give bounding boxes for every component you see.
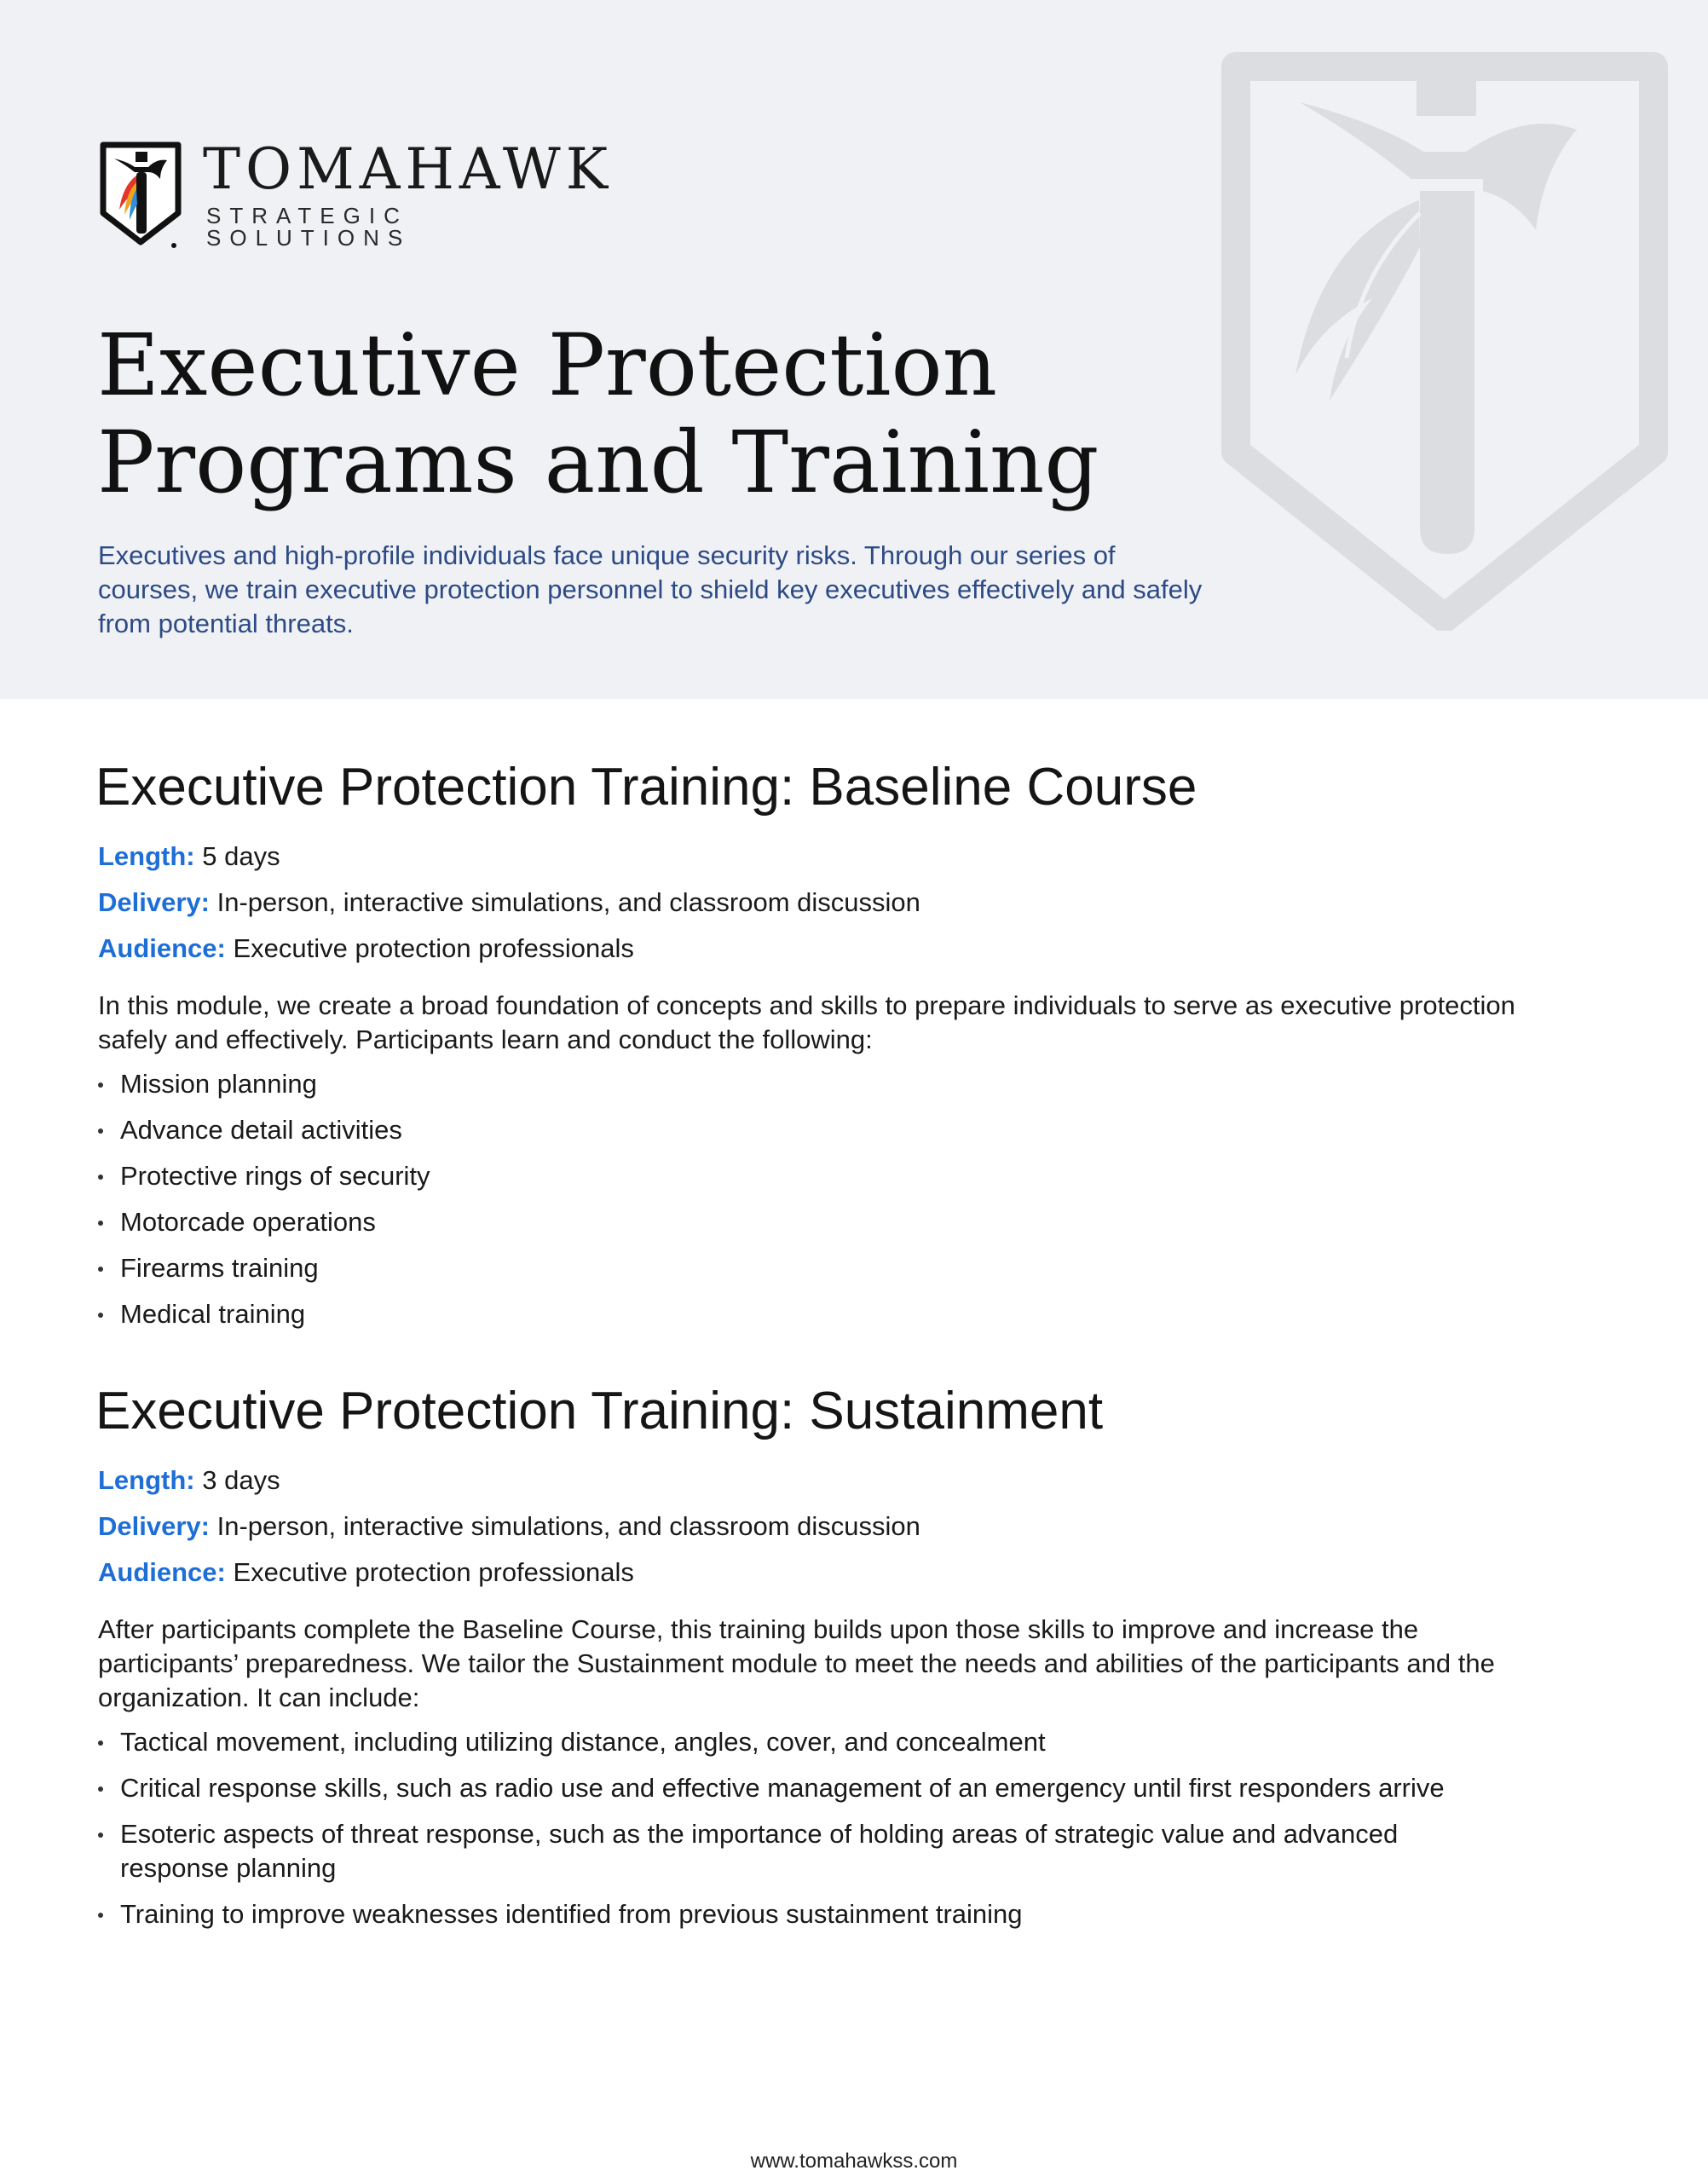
brand-name: TOMAHAWK [203, 136, 614, 202]
meta-delivery [98, 1510, 920, 1544]
meta-length-label: Length: [98, 841, 195, 871]
meta-length [98, 1463, 280, 1498]
list-item: Medical training [98, 1297, 1547, 1331]
tomahawk-shield-logo-icon [99, 140, 182, 249]
meta-delivery-label: Delivery: [98, 887, 210, 917]
list-item: Motorcade operations [98, 1205, 1547, 1239]
section-description: In this module, we create a broad foundation of concepts and skills to prepare individuals to serve as executive protection safely and effectively. Participants learn and conduct the following: [98, 990, 1515, 1054]
bullet-list [98, 1725, 1547, 1943]
meta-delivery-value: In-person, interactive simulations, and classroom discussion [216, 887, 920, 917]
meta-delivery-label: Delivery: [98, 1511, 210, 1541]
meta-audience-value: Executive protection professionals [233, 1557, 634, 1587]
meta-audience-label: Audience: [98, 1557, 226, 1587]
footer-url: www.tomahawkss.com [750, 2150, 958, 2173]
tomahawk-shield-watermark-icon [1219, 51, 1670, 631]
page-title-line-2: Programs and Training [97, 413, 1099, 512]
meta-length-value: 5 days [202, 841, 280, 871]
meta-length [98, 840, 280, 874]
list-item: Mission planning [98, 1067, 1547, 1101]
section-title: Executive Protection Training: Sustainment [95, 1382, 1104, 1440]
meta-audience-value: Executive protection professionals [233, 933, 634, 963]
brand-subtitle: STRATEGIC SOLUTIONS [206, 203, 412, 251]
meta-audience [98, 932, 634, 966]
meta-audience-label: Audience: [98, 933, 226, 963]
list-item: Protective rings of security [98, 1159, 1547, 1193]
page-title-line-1: Executive Protection [97, 315, 998, 415]
section-description: After participants complete the Baseline Course, this training builds upon those skills to improve and increase the participants’ preparedness. We tailor the Sustainment module to meet the needs and abilities of the participants and the organization. It can include: [98, 1614, 1495, 1712]
meta-delivery-value: In-person, interactive simulations, and classroom discussion [216, 1511, 920, 1541]
section-title: Executive Protection Training: Baseline Course [95, 758, 1197, 817]
list-item: Training to improve weaknesses identified from previous sustainment training [98, 1897, 1547, 1931]
list-item: Tactical movement, including utilizing distance, angles, cover, and concealment [98, 1725, 1547, 1759]
meta-length-value: 3 days [202, 1465, 280, 1495]
page-title [97, 317, 1205, 511]
list-item: Advance detail activities [98, 1113, 1547, 1147]
list-item: Esoteric aspects of threat response, such as the importance of holding areas of strategic value and advanced response planning [98, 1817, 1450, 1885]
logo [99, 136, 627, 251]
meta-delivery [98, 886, 920, 920]
meta-audience [98, 1556, 634, 1590]
bullet-list [98, 1067, 1547, 1343]
list-item: Firearms training [98, 1251, 1547, 1285]
meta-length-label: Length: [98, 1465, 195, 1495]
list-item: Critical response skills, such as radio use and effective management of an emergency until first responders arrive [98, 1771, 1547, 1805]
intro-paragraph: Executives and high-profile individuals face unique security risks. Through our series of courses, we train executive protection personnel to shield key executives effectively and safely from potential threats. [98, 540, 1203, 638]
hero-banner [0, 0, 1708, 699]
